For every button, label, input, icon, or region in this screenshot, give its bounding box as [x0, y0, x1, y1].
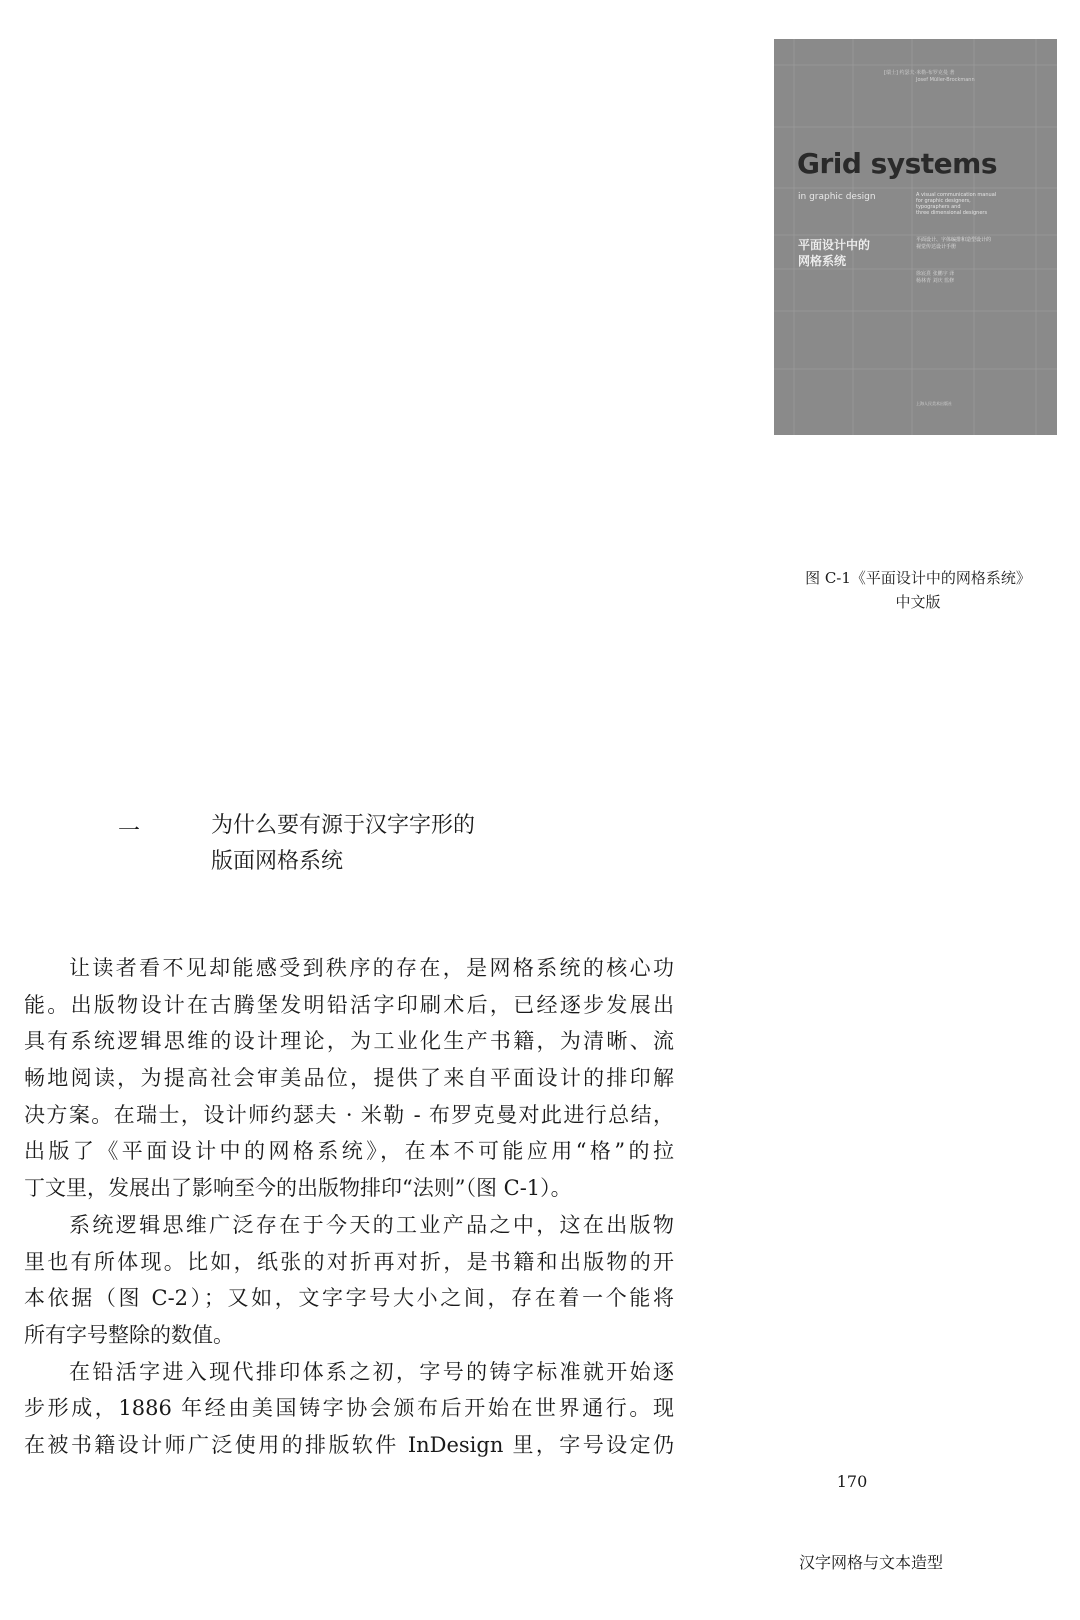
cover-title-zh-line: 平面设计中的: [798, 238, 871, 252]
cover-description-line: three dimensional designers: [916, 210, 988, 216]
cover-description-en: [916, 192, 1026, 216]
body-line: 丁文里，发展出了影响至今的出版物排印“法则”（图 C-1）。: [24, 1176, 572, 1201]
body-line: 系统逻辑思维广泛存在于今天的工业产品之中，这在出版物: [69, 1212, 674, 1237]
cover-description-zh-line: 平面设计、字体编排和造型设计的: [916, 237, 992, 243]
section-title: [211, 808, 475, 880]
body-line: 畅地阅读，为提高社会审美品位，提供了来自平面设计的排印解: [24, 1066, 674, 1091]
cover-description-line: typographers and: [916, 204, 961, 210]
cover-description-zh: [916, 237, 1026, 251]
body-line: 所有字号整除的数值。: [24, 1322, 234, 1347]
cover-author: [瑞士] 约瑟夫·米勒-布罗克曼 著: [884, 70, 955, 76]
body-line: 出版了《平面设计中的网格系统》，在本不可能应用“格”的拉: [24, 1139, 674, 1164]
body-line: 能。出版物设计在古腾堡发明铅活字印刷术后，已经逐步发展出: [24, 992, 674, 1017]
figure-caption-line: 中文版: [895, 593, 941, 611]
body-line: 本依据（图 C-2）；又如，文字字号大小之间，存在着一个能将: [24, 1286, 674, 1311]
figure-caption: [778, 566, 1058, 614]
cover-title: Grid systems: [797, 147, 997, 180]
cover-translator: [916, 271, 1026, 285]
body-line: 步形成，1886 年经由美国铸字协会颁布后开始在世界通行。现: [24, 1396, 674, 1421]
cover-description-line: for graphic designers,: [916, 198, 971, 204]
body-line: 决方案。在瑞士，设计师约瑟夫 · 米勒 - 布罗克曼对此进行总结，: [24, 1102, 674, 1127]
body-line: 在铅活字进入现代排印体系之初，字号的铸字标准就开始逐: [69, 1359, 674, 1384]
body-line: 具有系统逻辑思维的设计理论，为工业化生产书籍，为清晰、流: [24, 1029, 674, 1054]
book-cover-image: [774, 39, 1057, 435]
cover-subtitle: in graphic design: [798, 192, 876, 202]
page-number: 170: [836, 1472, 868, 1491]
running-head: 汉字网格与文本造型: [798, 1553, 943, 1572]
body-line: 里也有所体现。比如，纸张的对折再对折，是书籍和出版物的开: [24, 1249, 674, 1274]
body-line: 让读者看不见却能感受到秩序的存在，是网格系统的核心功: [69, 956, 674, 980]
cover-author-en: Josef Müller-Brockmann: [916, 77, 975, 83]
body-line: 在被书籍设计师广泛使用的排版软件 InDesign 里，字号设定仍: [24, 1432, 674, 1457]
section-title-line: 为什么要有源于汉字字形的: [211, 813, 476, 838]
section-number: 一: [118, 819, 141, 844]
body-text: [24, 950, 674, 1464]
cover-title-zh: [798, 237, 888, 269]
cover-translator-line: 徐宸熹 张鹏宇 译: [916, 271, 955, 277]
figure-caption-line: 图 C-1《平面设计中的网格系统》: [805, 569, 1031, 587]
cover-description-line: A visual communication manual: [916, 192, 997, 198]
cover-translator-line: 杨林青 刘庆 监修: [916, 278, 955, 284]
cover-publisher: 上海人民美术出版社: [916, 401, 952, 406]
cover-title-zh-line: 网格系统: [798, 254, 847, 268]
cover-description-zh-line: 视觉传达设计手册: [916, 244, 957, 250]
section-title-line: 版面网格系统: [211, 849, 344, 874]
